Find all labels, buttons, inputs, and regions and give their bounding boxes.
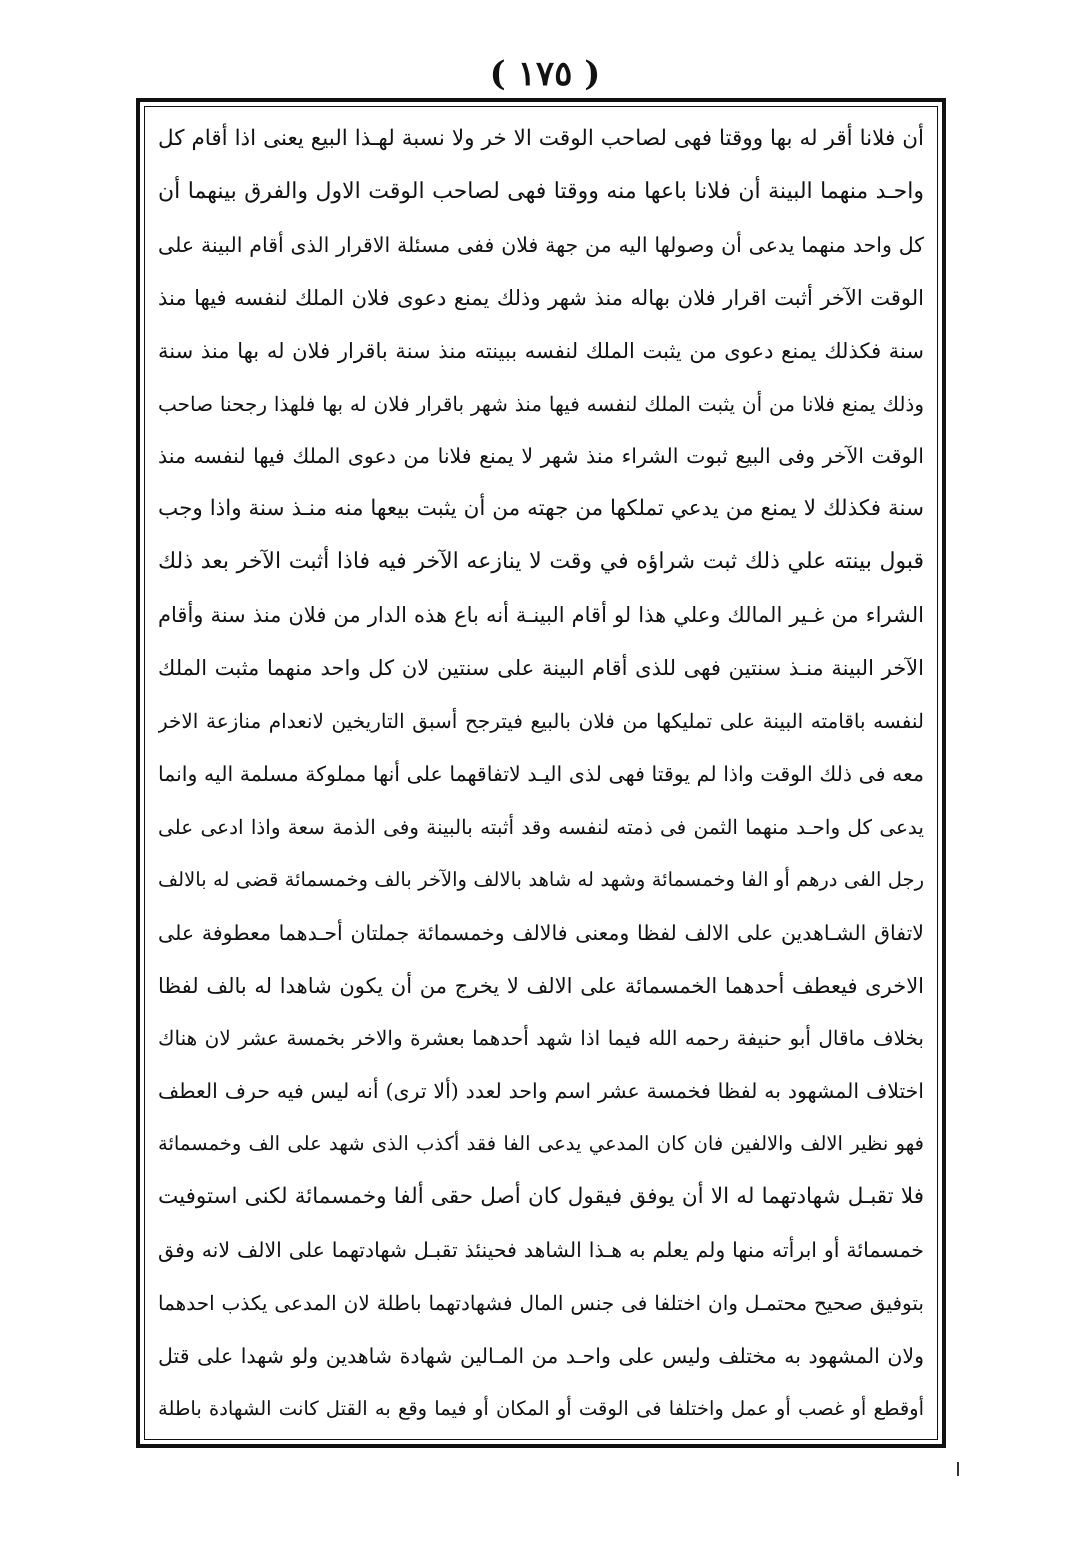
text-line: الوقت الآخر أثبت اقرار فلان بهاله منذ شهر وذلك يمنع دعوى فلان الملك لنفسه فيها منذ <box>158 285 924 310</box>
text-line: بخلاف ماقال أبو حنيفة رحمه الله فيما اذا شهد أحدهما بعشرة والاخر بخمسة عشر لان هناك <box>158 1026 924 1051</box>
text-line: واحـد منهما البينة أن فلانا باعها منه ووقتا فهى لصاحب الوقت الاول والفرق بينهما أن <box>158 178 924 204</box>
body-text <box>158 116 924 1432</box>
margin-mark <box>957 1462 959 1476</box>
page-number: ( ١٧٥ ) <box>489 54 601 94</box>
text-line: اختلاف المشهود به لفظا فخمسة عشر اسم واحد لعدد (ألا ترى) أنه ليس فيه حرف العطف <box>158 1079 924 1104</box>
text-line: ولان المشهود به مختلف وليس على واحـد من المـالين شهادة شاهدين ولو شهدا على قتل <box>158 1343 924 1368</box>
text-line: لنفسه باقامته البينة على تمليكها من فلان بالبيع فيترجح أسبق التاريخين لانعدام منازعة الاخر <box>158 708 924 733</box>
text-line: وذلك يمنع فلانا من أن يثبت الملك لنفسه فيها منذ شهر باقرار فلان له بها فلهذا رجحنا صاحب <box>158 391 924 416</box>
text-line: فهو نظير الالف والالفين فان كان المدعي يدعى الفا فقد أكذب الذى شهد على الف وخمسمائة <box>158 1132 924 1156</box>
text-line: الآخر البينة منـذ سنتين فهى للذى أقام البينة على سنتين لان كل واحد منهما مثبت الملك <box>158 656 924 681</box>
text-line: فلا تقبـل شهادتهما له الا أن يوفق فيقول كان أصل حقى ألفا وخمسمائة لكنى استوفيت <box>158 1184 924 1210</box>
text-line: سنة فكذلك يمنع دعوى من يثبت الملك لنفسه ببينته منذ سنة باقرار فلان له بها منذ سنة <box>158 338 924 363</box>
text-line: أن فلانا أقر له بها ووقتا فهى لصاحب الوقت الا خر ولا نسبة لهـذا البيع يعنى اذا أقام كل <box>158 126 924 151</box>
text-line: الاخرى فيعطف أحدهما الخمسمائة على الالف لا يخرج من أن يكون شاهدا له بالف لفظا <box>158 973 924 998</box>
text-line: خمسمائة أو ابرأته منها ولم يعلم به هـذا الشاهد فحينئذ تقبـل شهادتهما على الالف لانه وفق <box>158 1238 924 1263</box>
text-line: قبول بينته علي ذلك ثبت شراؤه في وقت لا ينازعه الآخر فيه فاذا أثبت الآخر بعد ذلك <box>158 549 924 575</box>
text-line: أوقطع أو غصب أو عمل واختلفا فى الوقت أو المكان أو فيما وقع به القتل كانت الشهادة باطلة <box>158 1396 924 1420</box>
text-line: بتوفيق صحيح محتمـل وان اختلفا فى جنس المال فشهادتهما باطلة لان المدعى يكذب احدهما <box>158 1290 924 1315</box>
text-line: كل واحد منهما يدعى أن وصولها اليه من جهة فلان ففى مسئلة الاقرار الذى أقام البينة على <box>158 232 924 257</box>
text-line: الشراء من غـير المالك وعلي هذا لو أقام البينـة أنه باع هذه الدار من فلان منذ سنة وأقام <box>158 603 924 628</box>
text-line: رجل الفى درهم أو الفا وخمسمائة وشهد له شاهد بالالف والآخر بالف وخمسمائة قضى له بالالف <box>158 867 924 891</box>
text-line: معه فى ذلك الوقت واذا لم يوقتا فهى لذى اليـد لاتفاقهما على أنها مملوكة مسلمة اليه وانما <box>158 761 924 786</box>
text-line: الوقت الآخر وفى البيع ثبوت الشراء منذ شهر لا يمنع فلانا من دعوى الملك فيها لنفسه منذ <box>158 444 924 469</box>
text-line: يدعى كل واحـد منهما الثمن فى ذمته لنفسه وقد أثبته بالبينة وفى الذمة سعة واذا ادعى على <box>158 814 924 839</box>
text-line: سنة فكذلك لا يمنع من يدعي تملكها من جهته من أن يثبت بيعها منه منـذ سنة واذا وجب <box>158 496 924 522</box>
text-line: لاتفاق الشـاهدين على الالف لفظا ومعنى فالالف وخمسمائة جملتان أحـدهما معطوفة على <box>158 920 924 945</box>
